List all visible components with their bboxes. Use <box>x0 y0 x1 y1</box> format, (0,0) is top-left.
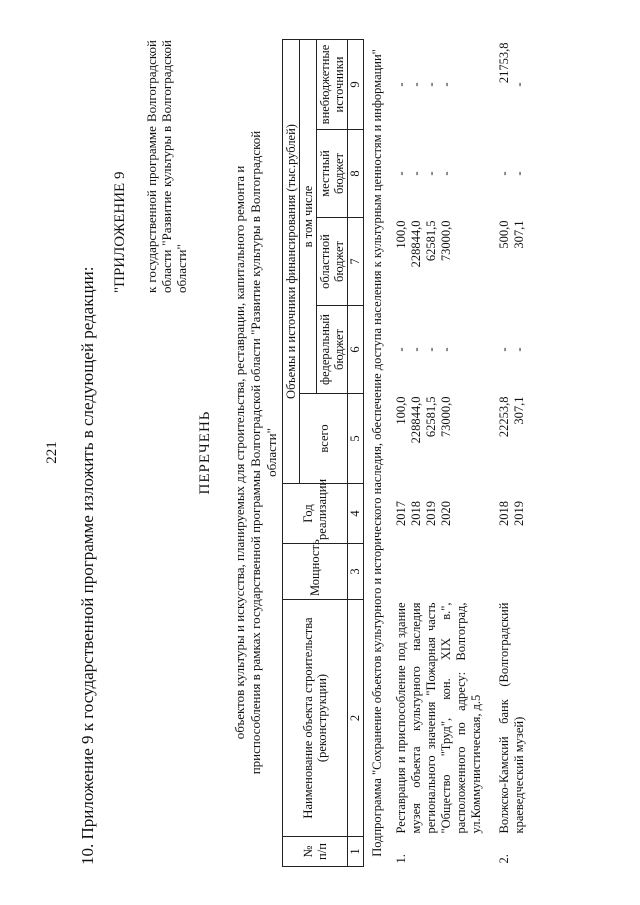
amount: 307,1 <box>512 396 526 425</box>
row-name: Реставрация и приспособление под здание музея объекта культурного наследия регионального значения "Пожарная часть "Общество "Труд", кон. XIX в.", расположенного по адресу: Волгоград, ул.Коммунистическая, д.5 <box>394 602 483 834</box>
col-number: 2 <box>348 600 364 837</box>
amount: 21753,8 <box>497 42 511 84</box>
header-num: № п/п <box>283 837 348 867</box>
year-value: 2019 <box>424 501 438 526</box>
amount: - <box>512 347 526 352</box>
amount: - <box>409 82 423 87</box>
amount: - <box>409 347 423 352</box>
col-number: 6 <box>348 306 364 394</box>
row-federal <box>386 306 485 394</box>
row-num: 2. <box>497 854 511 864</box>
year-value: 2018 <box>409 501 423 526</box>
row-local <box>386 130 485 218</box>
amount: - <box>424 82 438 87</box>
col-number: 3 <box>348 544 364 600</box>
column-numbers-row <box>348 39 364 866</box>
row-offbudget <box>386 39 485 129</box>
row-regional <box>386 218 485 306</box>
appendix-title: "ПРИЛОЖЕНИЕ 9 <box>112 171 128 293</box>
col-number: 7 <box>348 218 364 306</box>
amount: 228844,0 <box>409 396 423 444</box>
amount: 100,0 <box>394 396 408 425</box>
intro-paragraph: 10. Приложение 9 к государственной программе изложить в следующей редакции: <box>78 266 97 865</box>
amount: 100,0 <box>394 220 408 249</box>
table-row <box>386 39 485 866</box>
header-federal: федеральный бюджет <box>317 306 348 394</box>
col-number: 5 <box>348 394 364 484</box>
row-capacity <box>485 544 528 600</box>
amount: - <box>424 347 438 352</box>
table-row <box>485 39 528 866</box>
row-federal <box>485 306 528 394</box>
document-subtitle: объектов культуры и искусства, планируемых для строительства, реставрации, капитального ремонта и приспособления в рамках государственной программы Волгоградской области "Развитие культуры в Волгоградской области" <box>232 130 279 775</box>
amount: - <box>394 171 408 176</box>
subprogram-heading: Подпрограмма "Сохранение объектов культурного и исторического наследия, обеспечение доступа населения к культурным ценностям и информации" <box>370 49 384 857</box>
col-number: 8 <box>348 130 364 218</box>
header-regional: областной бюджет <box>317 218 348 306</box>
header-name: Наименование объекта строительства (реконструкции) <box>283 600 348 837</box>
amount: - <box>497 171 511 176</box>
amount: 307,1 <box>512 220 526 249</box>
row-years <box>386 484 485 544</box>
row-years <box>485 484 528 544</box>
row-total <box>485 394 528 484</box>
amount: - <box>512 171 526 176</box>
amount: - <box>394 347 408 352</box>
header-capacity: Мощность <box>283 544 348 600</box>
header-incl: в том числе <box>300 39 317 393</box>
amount: - <box>439 171 453 176</box>
col-number: 9 <box>348 39 364 129</box>
row-num: 1. <box>394 854 408 864</box>
row-offbudget <box>485 39 528 129</box>
header-total: всего <box>300 394 348 484</box>
amount: - <box>512 82 526 87</box>
header-offbudget: внебюджетные источники <box>317 39 348 129</box>
row-capacity <box>386 544 485 600</box>
document-title: ПЕРЕЧЕНЬ <box>197 410 213 495</box>
amount: - <box>497 347 511 352</box>
year-value: 2020 <box>439 501 453 526</box>
row-regional <box>485 218 528 306</box>
header-volumes: Объемы и источники финансирования (тыс.рублей) <box>283 39 300 483</box>
row-local <box>485 130 528 218</box>
objects-table <box>282 39 528 867</box>
amount: 22253,8 <box>497 396 511 438</box>
amount: 62581,5 <box>424 396 438 438</box>
amount: 500,0 <box>497 220 511 249</box>
amount: - <box>409 171 423 176</box>
header-year: Год реализации <box>283 484 348 544</box>
row-total <box>386 394 485 484</box>
appendix-text: к государственной программе Волгоградской области "Развитие культуры в Волгоградской области" <box>144 40 189 293</box>
amount: - <box>424 171 438 176</box>
col-number: 4 <box>348 484 364 544</box>
year-value: 2017 <box>394 501 408 526</box>
year-value: 2018 <box>497 501 511 526</box>
amount: - <box>394 82 408 87</box>
amount: - <box>439 82 453 87</box>
amount: - <box>439 347 453 352</box>
header-local: местный бюджет <box>317 130 348 218</box>
col-number: 1 <box>348 837 364 867</box>
amount: 228844,0 <box>409 220 423 268</box>
amount: 73000,0 <box>439 396 453 438</box>
amount: 73000,0 <box>439 220 453 262</box>
page-number: 221 <box>44 441 60 464</box>
amount: 62581,5 <box>424 220 438 262</box>
row-name: Волжско-Камский банк (Волгоградский краеведческий музей) <box>497 602 526 834</box>
year-value: 2019 <box>512 501 526 526</box>
